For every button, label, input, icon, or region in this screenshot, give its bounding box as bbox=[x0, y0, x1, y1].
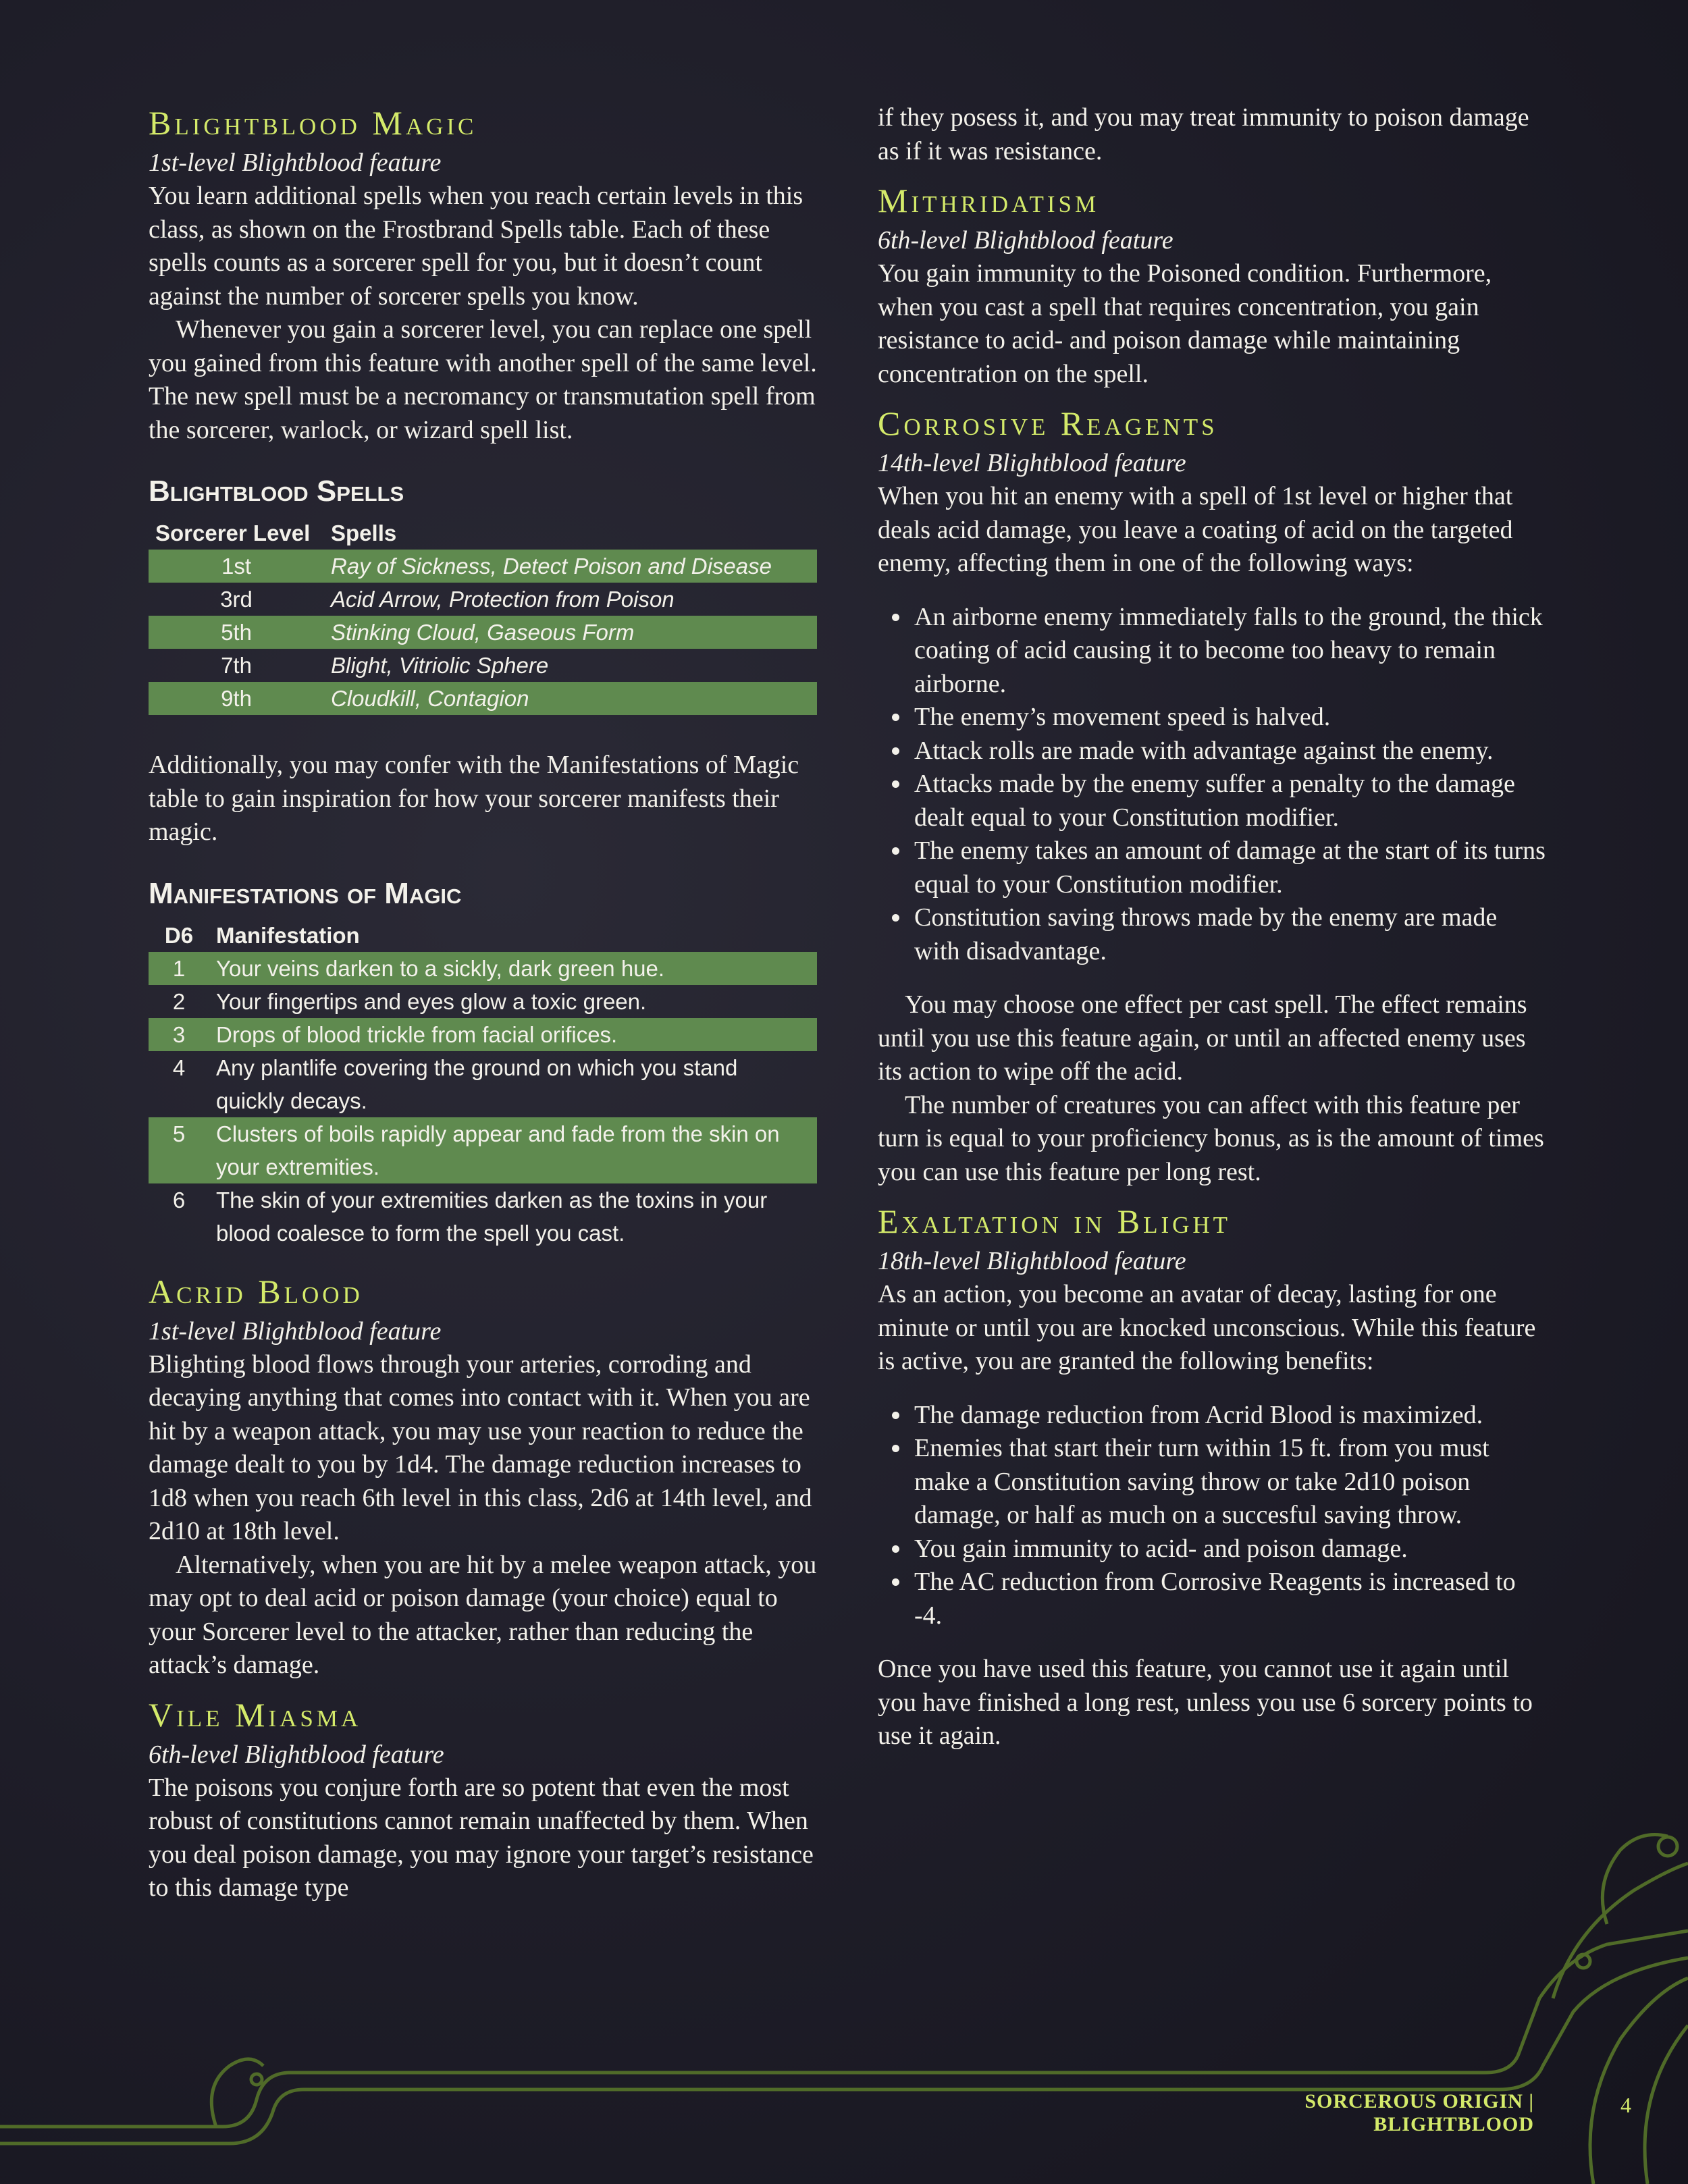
table-row bbox=[149, 1117, 817, 1183]
roll-number: 4 bbox=[172, 1055, 186, 1080]
table-row bbox=[149, 682, 817, 715]
spell-level: 5th bbox=[149, 616, 324, 649]
exaltation-p1: As an action, you become an avatar of decay, lasting for one minute or until you are knocked unconscious. While this feature is active, you are granted the following benefits: bbox=[878, 1280, 1536, 1375]
footer-title: SORCEROUS ORIGIN | BLIGHTBLOOD bbox=[1304, 2090, 1534, 2135]
list-item: • An airborne enemy immediately falls to the ground, the thick coating of acid causing it to become too heavy to remain airborne. bbox=[912, 601, 1546, 701]
mithridatism-subtitle: 6th-level Blightblood feature bbox=[878, 226, 1173, 255]
exaltation-heading: Exaltation in Blight bbox=[878, 1202, 1232, 1240]
manifest-header-text: Manifestation bbox=[216, 922, 360, 948]
vile-miasma-p1: The poisons you conjure forth are so potent that even the most robust of constitutions cannot remain unaffected by them. When you deal poison damage, you may ignore your target’s resistance to this damage type bbox=[149, 1773, 814, 1902]
right-column bbox=[878, 101, 1546, 1753]
roll-number: 3 bbox=[149, 1018, 209, 1051]
spell-level: 1st bbox=[149, 550, 324, 583]
acrid-blood-heading: Acrid Blood bbox=[149, 1272, 363, 1310]
spell-list: Cloudkill, Contagion bbox=[324, 682, 817, 715]
left-column bbox=[149, 101, 817, 1905]
roll-number: 2 bbox=[172, 988, 186, 1014]
table-row bbox=[149, 550, 817, 583]
exaltation-list bbox=[878, 1399, 1546, 1633]
spell-level: 3rd bbox=[220, 587, 253, 612]
acrid-blood-subtitle: 1st-level Blightblood feature bbox=[149, 1316, 442, 1346]
spell-list: Ray of Sickness, Detect Poison and Disease bbox=[324, 550, 817, 583]
mithridatism-heading: Mithridatism bbox=[878, 182, 1100, 219]
additional-text: Additionally, you may confer with the Manifestations of Magic table to gain inspiration for how your sorcerer manifests their magic. bbox=[149, 751, 799, 846]
vile-miasma-p1-continued: if they posess it, and you may treat immunity to poison damage as if it was resistance. bbox=[878, 103, 1529, 165]
spell-list: Stinking Cloud, Gaseous Form bbox=[324, 616, 817, 649]
list-item: • You gain immunity to acid- and poison damage. bbox=[912, 1533, 1546, 1566]
acrid-blood-p2: Alternatively, when you are hit by a melee weapon attack, you may opt to deal acid or poison damage (your choice) equal to your Sorcerer level to the attacker, rather than reducing the attack’s damage. bbox=[149, 1550, 817, 1679]
roll-number: 1 bbox=[149, 952, 209, 985]
roll-number: 6 bbox=[172, 1187, 186, 1213]
list-item: • The AC reduction from Corrosive Reagents is increased to -4. bbox=[912, 1566, 1546, 1632]
exaltation-p2: Once you have used this feature, you cannot use it again until you have finished a long rest, unless you use 6 sorcery points to use it again. bbox=[878, 1655, 1533, 1750]
corrosive-reagents-subtitle: 14th-level Blightblood feature bbox=[878, 449, 1186, 477]
list-item: • The enemy takes an amount of damage at the start of its turns equal to your Constitution modifier. bbox=[912, 834, 1546, 901]
table-row bbox=[149, 1051, 817, 1117]
spell-list: Acid Arrow, Protection from Poison bbox=[331, 587, 675, 612]
list-item: • Constitution saving throws made by the enemy are made with disadvantage. bbox=[912, 901, 1546, 968]
table-row bbox=[149, 649, 817, 682]
page-number: 4 bbox=[1620, 2093, 1631, 2117]
table-row bbox=[149, 1183, 817, 1250]
mithridatism-p1: You gain immunity to the Poisoned condition. Furthermore, when you cast a spell that requires concentration, you gain resistance to acid- and poison damage while maintaining concentration on the spell. bbox=[878, 259, 1492, 388]
list-item: • The enemy’s movement speed is halved. bbox=[912, 701, 1546, 735]
spells-table-title: Blightblood Spells bbox=[149, 475, 404, 508]
manifestation-text: Drops of blood trickle from facial orifices. bbox=[209, 1018, 817, 1051]
blightblood-magic-p2: Whenever you gain a sorcerer level, you can replace one spell you gained from this feature with another spell of the same level. The new spell must be a necromancy or transmutation spell from the sorcerer, warlock, or wizard spell list. bbox=[149, 315, 817, 444]
manifestation-text: Your fingertips and eyes glow a toxic green. bbox=[216, 988, 647, 1014]
list-item: • Attacks made by the enemy suffer a penalty to the damage dealt equal to your Constitution modifier. bbox=[912, 768, 1546, 834]
corrosive-reagents-heading: Corrosive Reagents bbox=[878, 404, 1218, 442]
manifest-header-d6: D6 bbox=[164, 922, 194, 948]
vile-miasma-subtitle: 6th-level Blightblood feature bbox=[149, 1740, 444, 1769]
manifestation-text: Clusters of boils rapidly appear and fade from the skin on your extremities. bbox=[209, 1117, 817, 1183]
blightblood-magic-heading: Blightblood Magic bbox=[149, 104, 477, 142]
spells-table bbox=[149, 517, 817, 715]
list-item: • The damage reduction from Acrid Blood is maximized. bbox=[912, 1399, 1546, 1433]
spells-table-header-level: Sorcerer Level bbox=[155, 521, 311, 545]
acrid-blood-p1: Blighting blood flows through your arteries, corroding and decaying anything that comes into contact with it. When you are hit by a weapon attack, you may use your reaction to reduce the damage dealt to you by 1d4. The damage reduction increases to 1d8 when you reach 6th level in this class, 2d6 at 14th level, and 2d10 at 18th level. bbox=[149, 1350, 812, 1545]
manifest-table-title: Manifestations of Magic bbox=[149, 876, 462, 910]
manifestation-text: Your veins darken to a sickly, dark green hue. bbox=[209, 952, 817, 985]
table-row bbox=[149, 583, 817, 616]
roll-number: 5 bbox=[149, 1117, 209, 1183]
corrosive-reagents-list bbox=[878, 601, 1546, 969]
table-row bbox=[149, 616, 817, 649]
vile-miasma-heading: Vile Miasma bbox=[149, 1695, 362, 1734]
spell-level: 7th bbox=[221, 653, 252, 678]
table-row bbox=[149, 952, 817, 985]
manifestation-text: Any plantlife covering the ground on which you stand quickly decays. bbox=[216, 1055, 738, 1113]
spells-table-header-spells: Spells bbox=[331, 521, 397, 545]
spell-level: 9th bbox=[149, 682, 324, 715]
blightblood-magic-subtitle: 1st-level Blightblood feature bbox=[149, 149, 442, 177]
manifestation-text: The skin of your extremities darken as the toxins in your blood coalesce to form the spell you cast. bbox=[216, 1187, 768, 1246]
blightblood-magic-p1: You learn additional spells when you reach certain levels in this class, as shown on the Frostbrand Spells table. Each of these spells counts as a sorcerer spell for you, but it doesn’t count against the number of sorcerer spells you know. bbox=[149, 182, 803, 311]
list-item: • Attack rolls are made with advantage against the enemy. bbox=[912, 735, 1546, 768]
corrosive-reagents-p3: The number of creatures you can affect with this feature per turn is equal to your proficiency bonus, as is the amount of times you can use this feature per long rest. bbox=[878, 1090, 1544, 1186]
exaltation-subtitle: 18th-level Blightblood feature bbox=[878, 1247, 1186, 1275]
list-item: • Enemies that start their turn within 15 ft. from you must make a Constitution saving throw or take 2d10 poison damage, or half as much on a succesful saving throw. bbox=[912, 1432, 1546, 1533]
manifest-table bbox=[149, 920, 817, 1250]
corrosive-reagents-p2: You may choose one effect per cast spell. The effect remains until you use this feature again, or until an affected enemy uses its action to wipe off the acid. bbox=[878, 990, 1527, 1086]
table-row bbox=[149, 985, 817, 1018]
table-row bbox=[149, 1018, 817, 1051]
corrosive-reagents-p1: When you hit an enemy with a spell of 1st level or higher that deals acid damage, you leave a coating of acid on the targeted enemy, affecting them in one of the following ways: bbox=[878, 482, 1513, 577]
spell-list: Blight, Vitriolic Sphere bbox=[331, 653, 549, 678]
